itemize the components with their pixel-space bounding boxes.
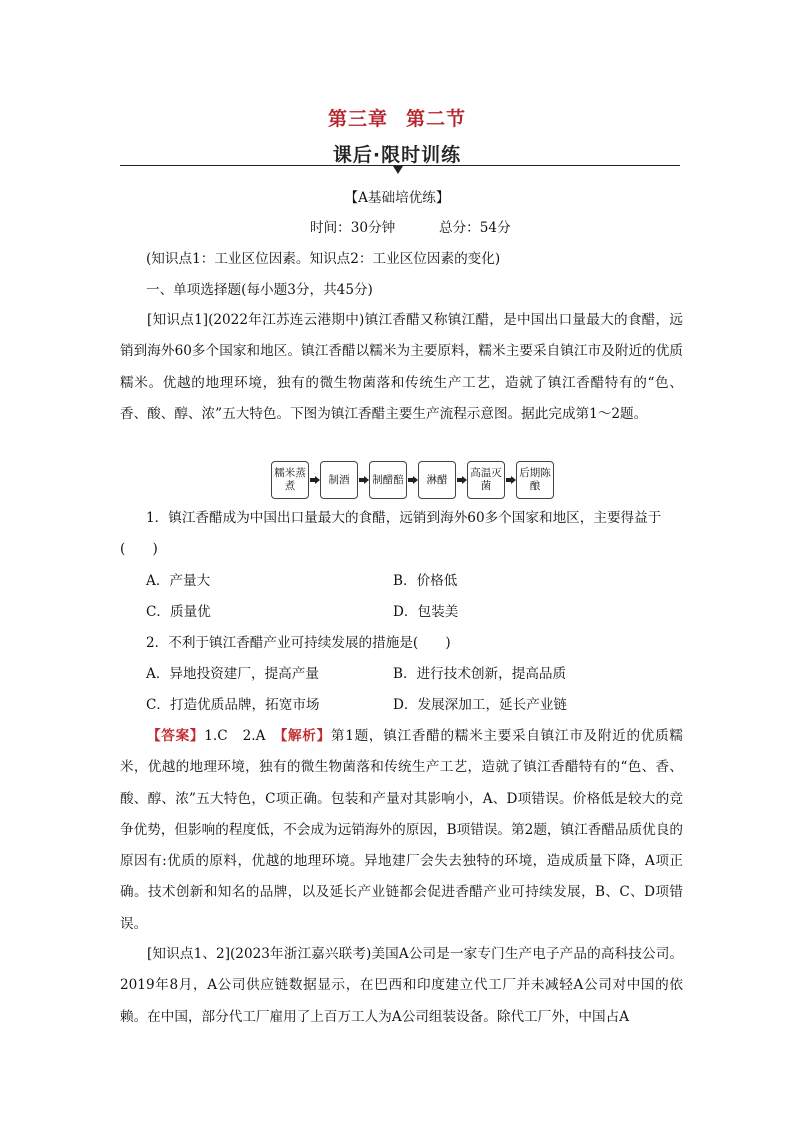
question-1-paren: ( ) [120, 541, 158, 557]
flow-step: 糯米蒸煮 [271, 461, 309, 499]
q1-option-c: C．质量优 [146, 604, 211, 620]
q2-option-a: A．异地投资建厂，提高产量 [146, 666, 319, 682]
chapter-label: 第三章 [327, 108, 388, 130]
material-paragraph-2: [知识点1、2](2023年浙江嘉兴联考)美国A公司是一家专门生产电子产品的高科技公司。2019年8月，A公司供应链数据显示，在巴西和印度建立代工厂并未减轻A公司对中国的依赖。在中国，部分代工厂雇用了上百万工人为A公司组装设备。除代工厂外，中国占A [120, 946, 683, 1025]
section-heading: 一、单项选择题(每小题3分，共45分) [146, 282, 373, 298]
q2-option-d: D．发展深加工，延长产业链 [393, 697, 568, 713]
answer-keys: 1.C 2.A [204, 728, 281, 744]
section-label: 第二节 [406, 108, 467, 130]
q1-option-d: D．包装美 [393, 604, 459, 620]
total-score: 总分：54分 [439, 220, 511, 236]
answer-analysis [120, 721, 683, 940]
flow-step: 后期陈酿 [516, 461, 554, 499]
question-1-stem: 1．镇江香醋成为中国出口量最大的食醋，远销到海外60多个国家和地区，主要得益于 [146, 510, 662, 526]
page-subtitle: 课后·限时训练 [332, 144, 462, 166]
level-label: 【A基础培优练】 [344, 190, 450, 206]
q2-option-c: C．打造优质品牌，拓宽市场 [146, 697, 320, 713]
answer-tag: 【答案】 [147, 728, 205, 744]
material-paragraph-1: [知识点1](2022年江苏连云港期中)镇江香醋又称镇江醋，是中国出口量最大的食醋，远销到海外60多个国家和地区。镇江香醋以糯米为主要原料，糯米主要采自镇江市及附近的优质糯米。优越的地理环境，独有的微生物菌落和传统生产工艺，造就了镇江香醋特有的“色、香、酸、醇、浓”五大特色。下图为镇江香醋主要生产流程示意图。据此完成第1～2题。 [120, 312, 683, 422]
flow-arrow-icon [359, 476, 369, 484]
flow-step: 高温灭菌 [467, 461, 505, 499]
chapter-title [0, 104, 794, 131]
q2-option-b: B．进行技术创新，提高品质 [393, 666, 567, 682]
question-2-stem: 2．不利于镇江香醋产业可持续发展的措施是( ) [146, 635, 451, 651]
time-limit: 时间：30分钟 [310, 220, 396, 236]
analysis-tag: 【解析】 [280, 728, 331, 744]
q1-option-b: B．价格低 [393, 573, 458, 589]
analysis-text: 第1题，镇江香醋的糯米主要采自镇江市及附近的优质糯米，优越的地理环境，独有的微生物菌落和传统生产工艺，造就了镇江香醋特有的“色、香、酸、醇、浓”五大特色，C项正确。包装和产量对其影响小，A、D项错误。价格低是较大的竞争优势，但影响的程度低，不会成为远销海外的原因，B项错误。第2题，镇江香醋品质优良的原因有:优质的原料，优越的地理环境。异地建厂会失去独特的环境，造成质量下降，A项正确。技术创新和知名的品牌，以及延长产业链都会促进香醋产业可持续发展，B、C、D项错误。 [120, 728, 684, 932]
production-flow-diagram [0, 461, 794, 501]
flow-arrow-icon [310, 476, 320, 484]
q1-option-a: A．产量大 [146, 573, 211, 589]
flow-step: 淋醋 [418, 461, 456, 499]
header-triangle-icon [393, 166, 403, 174]
flow-arrow-icon [457, 476, 467, 484]
flow-step: 制酒 [320, 461, 358, 499]
knowledge-points: (知识点1：工业区位因素。知识点2：工业区位因素的变化) [146, 251, 501, 267]
flow-step: 制醋醅 [369, 461, 407, 499]
flow-arrow-icon [408, 476, 418, 484]
flow-arrow-icon [506, 476, 516, 484]
